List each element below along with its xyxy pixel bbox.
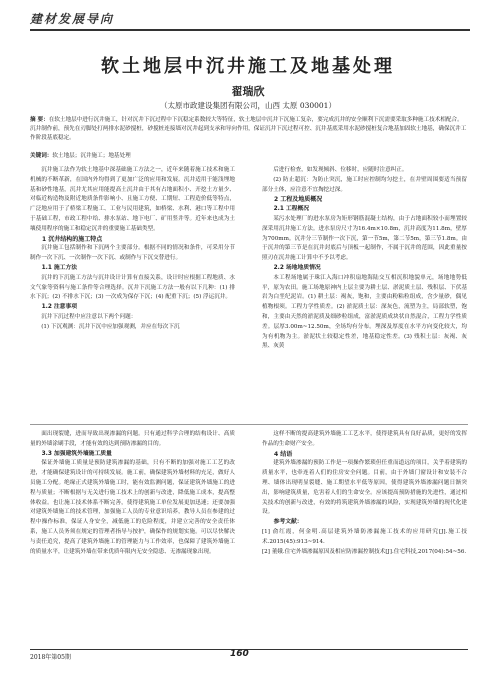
paragraph: (1) 下沉观测：沉井下沉中应加强观测，并应在每次下沉: [41, 323, 180, 330]
abstract-text: 在软土地层中进行沉井施工，针对沉井下沉过程中下沉稳定系数较大等特征，软土地层中沉井下沉施工复杂，要完成沉井的安全顺利下沉需要采取多种施工技术相配合。沉井制作前，预先在刃脚处打两排水泥砂搅桩，砂搅桩连接墙对沉井起到支承和导向作用，保证沉井下沉过程可控、沉井基底采用水泥砂搅桩复合地基加固软土地基，确保沉井工作阶段基底稳定。: [30, 117, 467, 141]
subsection-heading: 1.1 施工方法: [41, 264, 78, 271]
subsection-heading: 2.2 场地地质情况: [273, 264, 321, 271]
paragraph: 沉井施工包括制作和下沉两个主要部分。根据不同的情况和条件，可采用分节制作一次下沉、一次制作一次下沉、或制作与下沉交替进行。: [30, 245, 235, 262]
paragraph: 某污水处理厂的进水泵房为矩形钢筋混凝土结构，由于占地面积较小而埋置较深采用沉井施工方法。进水泵房尺寸为16.4m×10.8m，沉井高度为11.8m，壁厚为700mm。沉井分三节制作一次下沉，第一节5m，第二节5m，第三节1.8m。由于沉井的第三节是在沉井封底后与顶板一起制作，不属于沉井的范围，因此重量按照刃在沉井施工计算中不予以考虑。: [262, 215, 467, 262]
paragraph: 沉井下沉过程中应注意以下两个问题：: [41, 313, 137, 320]
abstract-label: 摘 要：: [30, 117, 49, 123]
paragraph: 沉井施工法作为软土地基中深基础施工方法之一，近年来随着施工技术和施工机械的不断革新，在国内外均得到了更加广泛的应用和发展。沉井适用于能浅埋地基和砂性地基，沉井尤其应用能提高土沉井由于其有占地面积小、开挖土方量少、对临近构造物及附近地质条件影响小、且施工方便、工期短、工程造价低等特点，广泛地应用于了桥梁工程施工、工业与民用建筑，如桥梁、水利、港口等工程中用于基础工程，市政工程中给、排水泵站、地下电厂、矿用竖井等。近年来也成为土壤使用程序的施工和稳定沉井的重要施工基础类型。: [30, 167, 235, 232]
reference-item: [2] 董娥.住宅外墙渗漏原因及相应防渗漏控制技术[J].住宅科技,2017(04):54~56.: [262, 548, 467, 555]
paragraph: 建筑外墙渗漏的预防工作是一项操作繁琐但任重而道远的项目，关乎着建筑的质量水平，也牵连着人们的住房安全问题。目前，由于外墙门窗设计和安装不合理、墙体出现明显裂缝、施工期望水平低等原因，使得建筑外墙渗漏问题日渐突出，影响建筑质量，危害着人们的生命安全。应该提高预防措施的先进性，通过相关技术的创新与改进，有效的将筑建筑外墙渗漏的风险，实现建筑外墙的现代化建设。: [262, 460, 467, 516]
reference-item: [1] 俞红霞，何金明.高层建筑外墙防渗漏施工技术的应用研究[J].施工技术.2015(45):913~914.: [262, 528, 467, 545]
article-title: 软土地层中沉井施工及地基处理: [101, 56, 395, 77]
paragraph: 这样不断的提高建筑外墙施工工艺水平，使得建筑具有良好品质，更好的发挥作品的生命财产安全。: [262, 431, 467, 447]
abstract: [30, 116, 468, 143]
page-number: 160: [230, 649, 249, 659]
keywords-text: 软土地层；沉井施工；地基处理: [52, 153, 131, 159]
section-heading: 2 工程及地质概况: [274, 196, 323, 204]
issue-date: 2018年第05期: [30, 654, 71, 661]
page-divider: [30, 424, 468, 425]
section-heading: 4 结语: [274, 450, 293, 458]
header-rule: [30, 29, 470, 31]
footer-rule: [30, 649, 468, 650]
subsection-heading: 1.2 注意事项: [41, 304, 78, 311]
column-1: [30, 166, 235, 333]
subsection-heading: 3.3 加强建筑外墙施工质量: [41, 450, 112, 457]
journal-name: 建材发展导向: [30, 12, 115, 26]
column-2: [262, 166, 467, 352]
subsection-heading: 2.1 工程概况: [273, 206, 310, 213]
paragraph: (2) 防止超沉：为防止突沉，施工时应控制均匀挖土，在井壁周围要适当预留部分土体，应注意不宜掏挖过深。: [262, 176, 467, 193]
column-3: [30, 430, 235, 557]
paragraph: 面出现裂缝，进而导致出现渗漏的问题。只有通过科学合理的结构设计、高质量的外墙涂刷手段，才能有效的达到预防渗漏的目的。: [30, 431, 235, 447]
section-heading: 1 沉井结构的施工特点: [42, 235, 103, 243]
paragraph: 后进行检查，如发现倾斜、位移时，应随时注意纠正。: [273, 167, 408, 173]
paragraph: 本工程场地属于珠江入海口冲积扇地海陆交互相沉积地貌单元，场地地势低平，原为农田。施工场地原神内上层主要为耕土层、淤泥质土层、残积层、下伏基岩为白垩纪泥岩。(1) 耕土层：褐灰，饱和，主要由粉粘粒组成，含少量砂，偶见植物根须。工程力学性质差。(2) 淤泥质土层：深灰色，流塑为主，局部软塑，饱和，主要由天然的淤泥质及细砂粒组成，富淤泥质成块状自然混合，工程力学性质差。层厚3.00m~12.50m，全场均有分布。埋深及厚度在水平方向变化较大，均为有机物为主。淤泥状土较稳定性差，地基稳定性差。(3) 残积土层：灰褐、灰黑、灰黄: [262, 274, 467, 350]
paragraph: 保证外墙施工质量是预防建筑渗漏的基础，只有不断的加强对施工工艺的改进，才能确保建筑设计的可持续发展。施工前，确保建筑外墙材料的充足，做好人员施工分配。绝缘正式建筑外墙施工时，能有效监测问题，保证建筑外墙施工的进程与质量；不断根据与无关进行施工技术上的创新与改进，降低施工成本，提高整体收益。也让施工技术体系不断完善，使得建筑施工单位发展更加迅速；还要加强对建筑外墙施工的技术管理，加强施工人员的专业意识培养，教导人员在参建的过程中操作标准，保证人身安全，减低施工的危险程度，并建立完善的安全责任体系，施工人员务须在规定的管理者指导与按护，确保作的规划实施。可以尽快解决与责任追究，提高了建筑外墙施工的管理能力与工作效率，也保障了建筑外墙施工的质量水平，让建筑外墙在带来优质年限内无安全隐患、无渗漏现象出现。: [30, 460, 235, 555]
keywords: [30, 152, 468, 161]
keywords-label: 关键词：: [30, 153, 53, 159]
column-4: [262, 430, 467, 557]
article-author: 翟瑞欣: [231, 85, 265, 98]
article-affiliation: （太原市政建设集团有限公司，山西 太原 030001）: [160, 101, 336, 110]
paragraph: 沉井的下沉施工方法与沉井设计计算有直接关系，设计时应根据工程地质、水文气象等资料与施工条件等合理选择。沉井下沉施工方法一般有以下几种：(1) 排水下沉；(2) 不排水下沉；(3) 一次成为保存下沉；(4) 配重下沉；(5) 浮运沉井。: [30, 274, 235, 301]
references-heading: 参考文献：: [273, 519, 303, 526]
running-header: [30, 8, 470, 30]
